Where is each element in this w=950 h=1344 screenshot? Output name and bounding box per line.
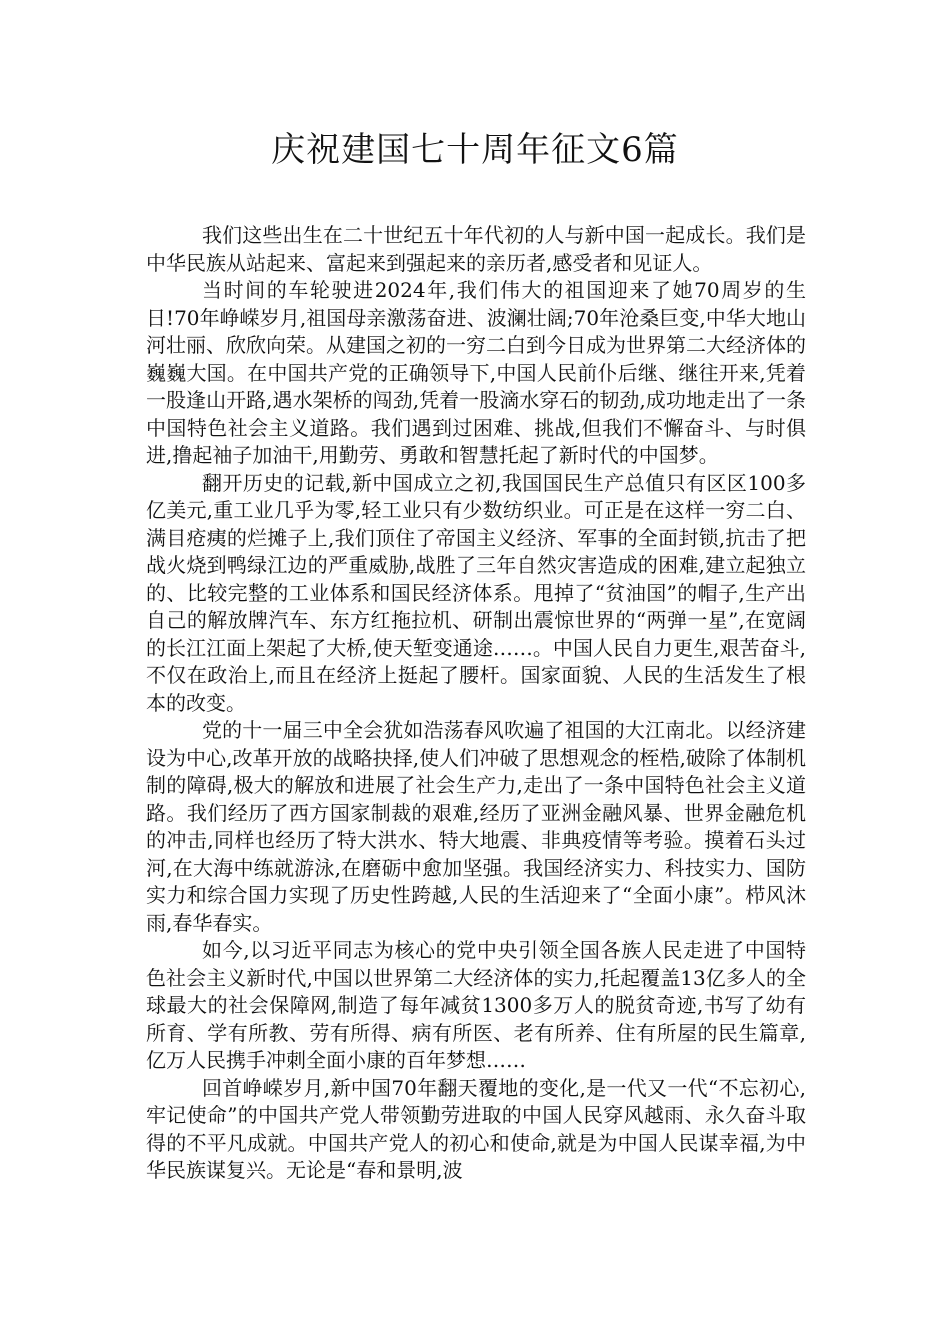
- paragraph-2: 当时间的车轮驶进2024年,我们伟大的祖国迎来了她70周岁的生日!70年峥嵘岁月,祖国母亲激荡奋进、波澜壮阔;70年沧桑巨变,中华大地山河壮丽、欣欣向荣。从建国之初的一穷二白到今日成为世界第二大经济体的巍巍大国。在中国共产党的正确领导下,中国人民前仆后继、继往开来,凭着一股逢山开路,遇水架桥的闯劲,凭着一股滴水穿石的韧劲,成功地走出了一条中国特色社会主义道路。我们遇到过困难、挑战,但我们不懈奋斗、与时俱进,撸起袖子加油干,用勤劳、勇敢和智慧托起了新时代的中国梦。: [146, 278, 806, 467]
- document-body: [146, 222, 806, 1185]
- paragraph-3: 翻开历史的记载,新中国成立之初,我国国民生产总值只有区区100多亿美元,重工业几乎为零,轻工业只有少数纺织业。可正是在这样一穷二白、满目疮痍的烂摊子上,我们顶住了帝国主义经济、军事的全面封锁,抗击了把战火烧到鸭绿江边的严重威胁,战胜了三年自然灾害造成的困难,建立起独立的、比较完整的工业体系和国民经济体系。甩掉了“贫油国”的帽子,生产出自己的解放牌汽车、东方红拖拉机、研制出震惊世界的“两弹一星”,在宽阔的长江江面上架起了大桥,使天堑变通途……。中国人民自力更生,艰苦奋斗,不仅在政治上,而且在经济上挺起了腰杆。国家面貌、人民的生活发生了根本的改变。: [146, 470, 806, 715]
- paragraph-1: 我们这些出生在二十世纪五十年代初的人与新中国一起成长。我们是中华民族从站起来、富起来到强起来的亲历者,感受者和见证人。: [146, 223, 806, 275]
- paragraph-5: 如今,以习近平同志为核心的党中央引领全国各族人民走进了中国特色社会主义新时代,中国以世界第二大经济体的实力,托起覆盖13亿多人的全球最大的社会保障网,制造了每年减贫1300多万人的脱贫奇迹,书写了幼有所育、学有所教、劳有所得、病有所医、老有所养、住有所屋的民生篇章,亿万人民携手冲刺全面小康的百年梦想……: [146, 938, 806, 1072]
- paragraph-4: 党的十一届三中全会犹如浩荡春风吹遍了祖国的大江南北。以经济建设为中心,改革开放的战略抉择,使人们冲破了思想观念的桎梏,破除了体制机制的障碍,极大的解放和进展了社会生产力,走出了一条中国特色社会主义道路。我们经历了西方国家制裁的艰难,经历了亚洲金融风暴、世界金融危机的冲击,同样也经历了特大洪水、特大地震、非典疫情等考验。摸着石头过河,在大海中练就游泳,在磨砺中愈加坚强。我国经济实力、科技实力、国防实力和综合国力实现了历史性跨越,人民的生活迎来了“全面小康”。栉风沐雨,春华春实。: [146, 718, 806, 935]
- paragraph-6: 回首峥嵘岁月,新中国70年翻天覆地的变化,是一代又一代“不忘初心,牢记使命”的中国共产党人带领勤劳进取的中国人民穿风越雨、永久奋斗取得的不平凡成就。中国共产党人的初心和使命,就是为中国人民谋幸福,为中华民族谋复兴。无论是“春和景明,波: [146, 1075, 806, 1182]
- document-title: 庆祝建国七十周年征文6篇: [271, 130, 679, 170]
